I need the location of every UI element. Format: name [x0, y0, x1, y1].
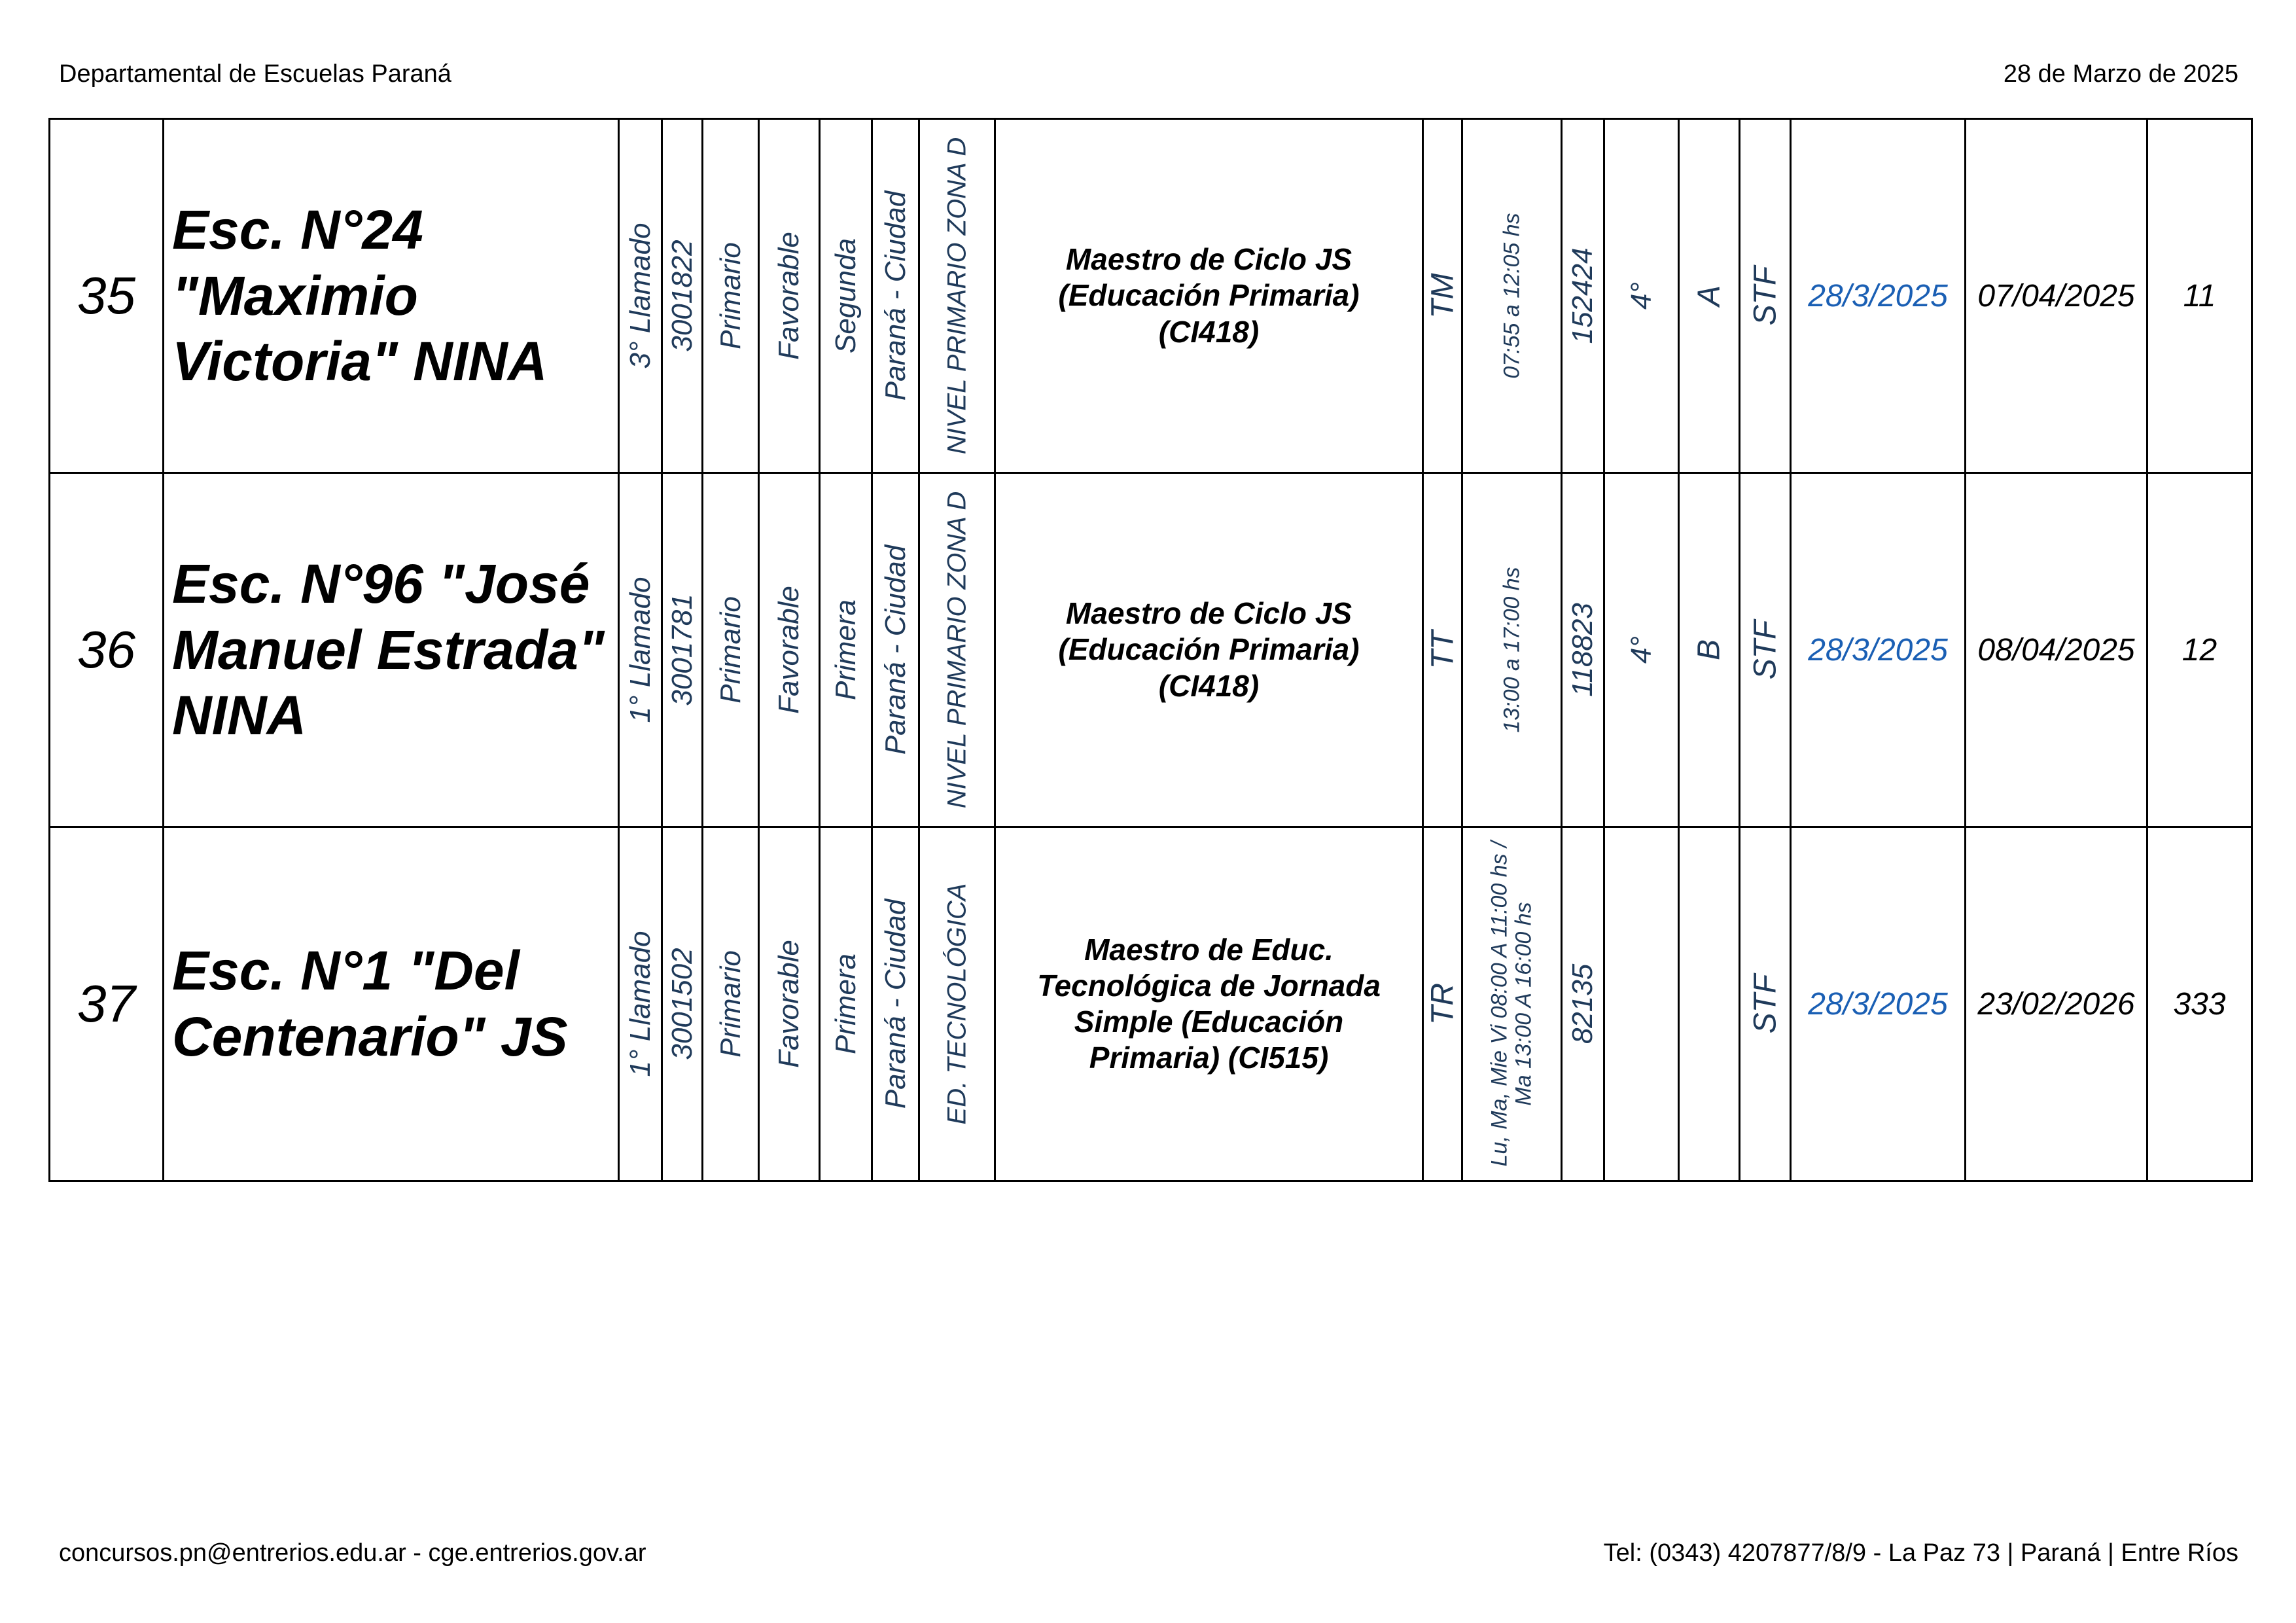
zona-tipo: Favorable [773, 586, 805, 714]
codigo-cell [662, 473, 703, 827]
header-date: 28 de Marzo de 2025 [2003, 60, 2238, 88]
grado-cell [1604, 827, 1679, 1181]
horario: 07:55 a 12:05 hs [1499, 213, 1524, 379]
localidad: Paraná - Ciudad [879, 190, 911, 401]
cargo: Maestro de Ciclo JS (Educación Primaria) (CI418) [995, 119, 1423, 473]
seccion-cell [1679, 473, 1740, 827]
row-number: 35 [50, 119, 164, 473]
horario-cell [1462, 827, 1562, 1181]
nivel: Primario [714, 950, 747, 1058]
grado-cell [1604, 473, 1679, 827]
footer-address: Tel: (0343) 4207877/8/9 - La Paz 73 | Paraná | Entre Ríos [1603, 1539, 2238, 1567]
footer-contact: concursos.pn@entrerios.edu.ar - cge.entrerios.gov.ar [59, 1539, 646, 1567]
grado: 4° [1625, 635, 1657, 664]
table-row [50, 119, 2252, 473]
llamado-cell [619, 119, 662, 473]
vacancies-table [48, 118, 2253, 1182]
nivel: Primario [714, 596, 747, 704]
zona-tipo-cell [759, 827, 820, 1181]
id-cell [1562, 119, 1604, 473]
nivel-cell [703, 119, 759, 473]
school-name: Esc. N°96 "José Manuel Estrada" NINA [164, 473, 619, 827]
situacion: STF [1748, 266, 1782, 326]
turno-cell [1423, 473, 1462, 827]
supervision-cell [919, 827, 995, 1181]
cargo: Maestro de Educ. Tecnológica de Jornada Simple (Educación Primaria) (CI515) [995, 827, 1423, 1181]
nivel: Primario [714, 242, 747, 349]
situacion: STF [1748, 974, 1782, 1034]
grado-cell [1604, 119, 1679, 473]
codigo-cell [662, 827, 703, 1181]
fecha-publicacion: 28/3/2025 [1791, 827, 1966, 1181]
supervision-cell [919, 473, 995, 827]
llamado: 3° Llamado [624, 223, 656, 369]
turno-cell [1423, 827, 1462, 1181]
codigo: 3001502 [665, 948, 698, 1060]
situacion: STF [1748, 620, 1782, 680]
supervision: ED. TECNOLÓGICA [942, 883, 971, 1125]
turno: TM [1425, 273, 1460, 319]
codigo-cell [662, 119, 703, 473]
turno-cell [1423, 119, 1462, 473]
localidad-cell [872, 119, 919, 473]
categoria-cell [820, 119, 872, 473]
cargo-id: 82135 [1566, 963, 1598, 1044]
dias: 333 [2147, 827, 2252, 1181]
categoria: Segunda [829, 238, 862, 354]
dias: 12 [2147, 473, 2252, 827]
localidad: Paraná - Ciudad [879, 544, 911, 755]
localidad-cell [872, 827, 919, 1181]
table-row [50, 473, 2252, 827]
id-cell [1562, 827, 1604, 1181]
school-name: Esc. N°1 "Del Centenario" JS [164, 827, 619, 1181]
fecha-publicacion: 28/3/2025 [1791, 119, 1966, 473]
nivel-cell [703, 827, 759, 1181]
horario: Lu, Ma, Mie Vi 08:00 A 11:00 hs / Ma 13:00 A 16:00 hs [1487, 841, 1536, 1167]
categoria-cell [820, 827, 872, 1181]
row-number: 37 [50, 827, 164, 1181]
fecha-publicacion: 28/3/2025 [1791, 473, 1966, 827]
situacion-cell [1740, 473, 1791, 827]
fecha-inicio: 07/04/2025 [1966, 119, 2147, 473]
llamado-cell [619, 473, 662, 827]
supervision: NIVEL PRIMARIO ZONA D [942, 137, 971, 455]
codigo: 3001822 [665, 240, 698, 352]
dias: 11 [2147, 119, 2252, 473]
zona-tipo-cell [759, 473, 820, 827]
codigo: 3001781 [665, 594, 698, 706]
nivel-cell [703, 473, 759, 827]
cargo-id: 152424 [1566, 247, 1598, 344]
llamado: 1° Llamado [624, 931, 656, 1077]
fecha-inicio: 23/02/2026 [1966, 827, 2147, 1181]
localidad-cell [872, 473, 919, 827]
llamado: 1° Llamado [624, 577, 656, 723]
zona-tipo: Favorable [773, 940, 805, 1068]
cargo-id: 118823 [1566, 603, 1598, 697]
horario: 13:00 a 17:00 hs [1499, 567, 1524, 733]
localidad: Paraná - Ciudad [879, 899, 911, 1109]
supervision: NIVEL PRIMARIO ZONA D [942, 491, 971, 809]
situacion-cell [1740, 119, 1791, 473]
grado: 4° [1625, 281, 1657, 310]
turno: TT [1425, 630, 1460, 669]
row-number: 36 [50, 473, 164, 827]
seccion: A [1691, 285, 1727, 307]
llamado-cell [619, 827, 662, 1181]
seccion-cell [1679, 119, 1740, 473]
zona-tipo: Favorable [773, 232, 805, 360]
cargo: Maestro de Ciclo JS (Educación Primaria) (CI418) [995, 473, 1423, 827]
horario-cell [1462, 473, 1562, 827]
header-department: Departamental de Escuelas Paraná [59, 60, 451, 88]
zona-tipo-cell [759, 119, 820, 473]
categoria: Primera [829, 599, 862, 701]
fecha-inicio: 08/04/2025 [1966, 473, 2147, 827]
supervision-cell [919, 119, 995, 473]
situacion-cell [1740, 827, 1791, 1181]
turno: TR [1425, 983, 1460, 1025]
horario-cell [1462, 119, 1562, 473]
categoria-cell [820, 473, 872, 827]
school-name: Esc. N°24 "Maximio Victoria" NINA [164, 119, 619, 473]
seccion-cell [1679, 827, 1740, 1181]
categoria: Primera [829, 953, 862, 1055]
id-cell [1562, 473, 1604, 827]
table-row [50, 827, 2252, 1181]
seccion: B [1691, 639, 1727, 661]
